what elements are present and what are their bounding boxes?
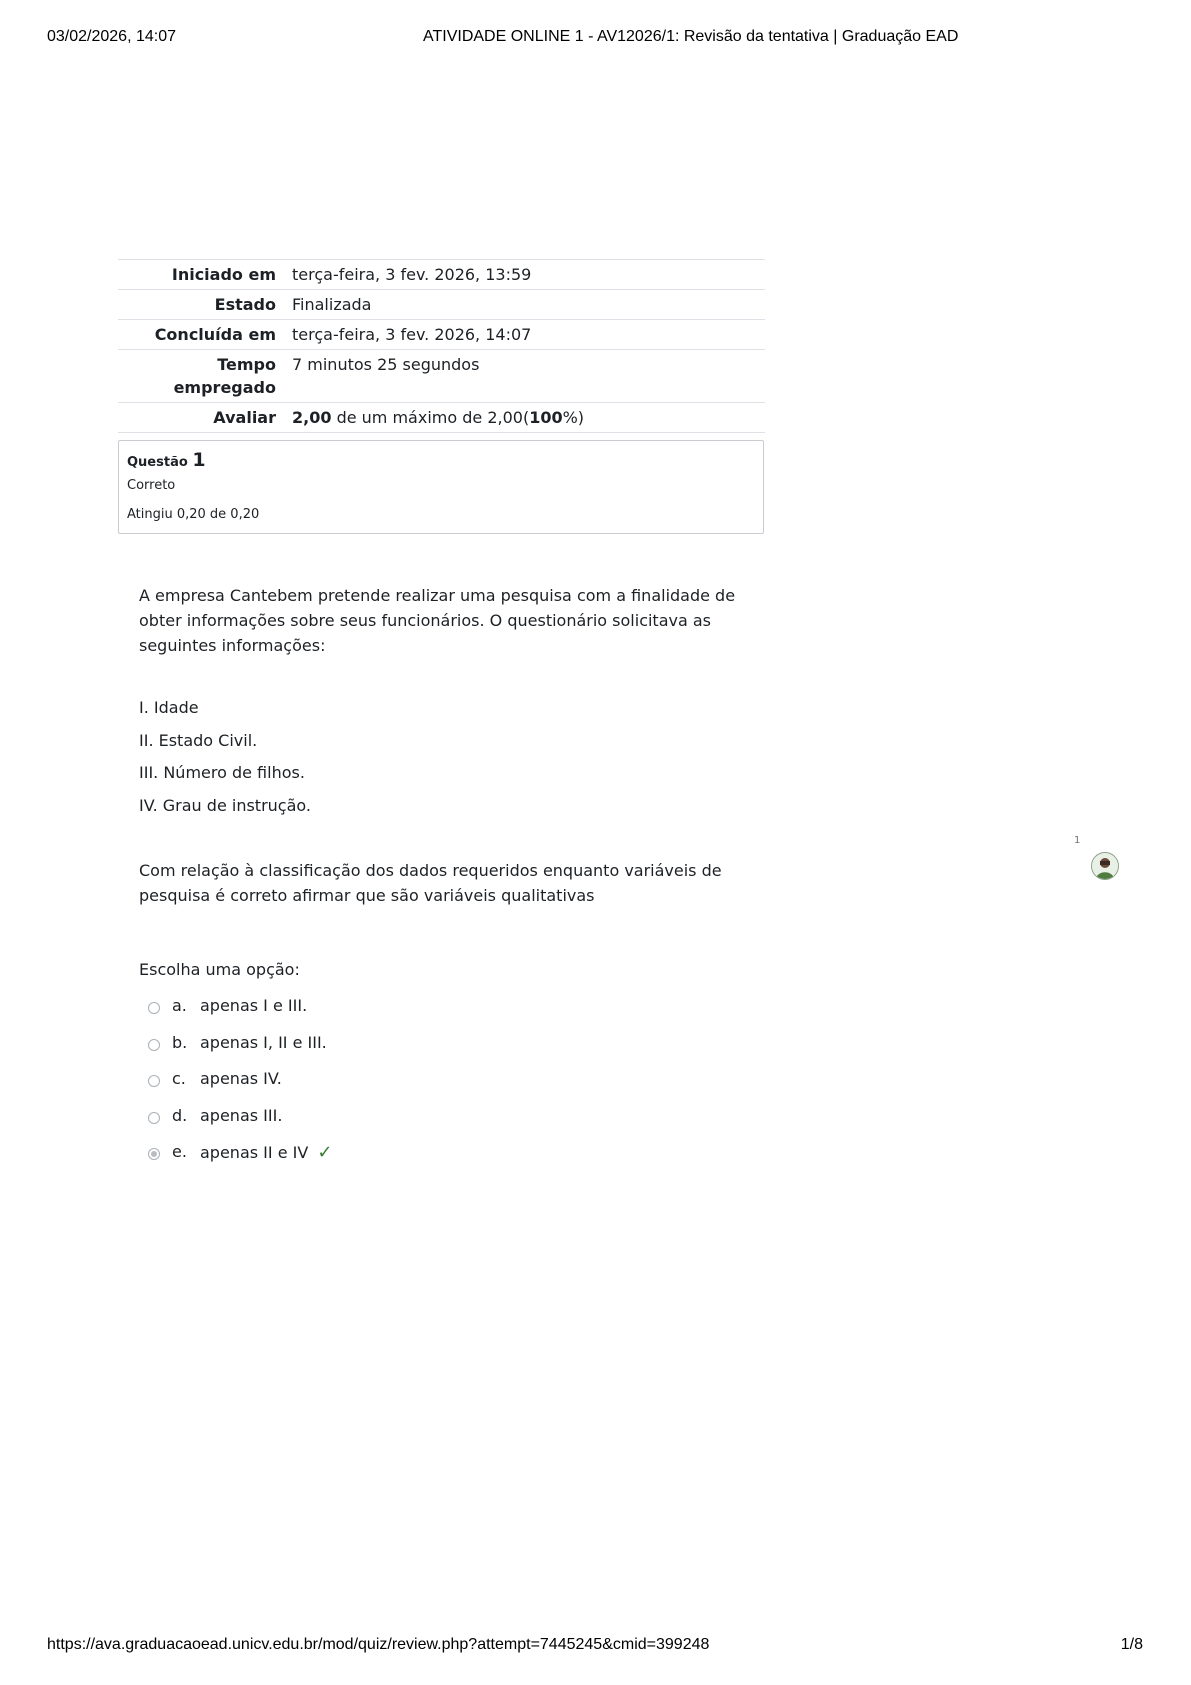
summary-row-completed (118, 320, 765, 350)
answer-prompt: Escolha uma opção: (139, 960, 300, 979)
question-info-box (118, 440, 764, 534)
summary-row-state (118, 290, 765, 320)
print-datetime: 03/02/2026, 14:07 (47, 28, 177, 45)
question-text-paragraph: A empresa Cantebem pretende realizar uma pesquisa com a finalidade de obter informações sobre seus funcionários. O questionário solicitava as seguintes informações: (139, 586, 736, 655)
question-item: III. Número de filhos. (139, 763, 305, 782)
grade-score: 2,00 (292, 408, 332, 427)
question-state: Correto (127, 478, 176, 493)
answer-text: apenas I, II e III. (200, 1032, 327, 1052)
time-label-line2: empregado (173, 378, 276, 397)
print-footer (47, 1636, 1143, 1660)
started-label: Iniciado em (171, 265, 276, 284)
grade-label: Avaliar (213, 408, 276, 427)
print-title: ATIVIDADE ONLINE 1 - AV12026/1: Revisão da tentativa | Graduação EAD (423, 28, 959, 45)
answer-letter: a. (172, 996, 187, 1015)
state-label: Estado (214, 295, 276, 314)
question-item: IV. Grau de instrução. (139, 795, 311, 815)
time-label (118, 350, 292, 403)
answer-letter: d. (172, 1105, 188, 1125)
question-item: I. Idade (139, 698, 199, 717)
grade-max-text: de um máximo de 2,00( (331, 408, 530, 427)
answer-text: apenas II e IV (200, 1143, 309, 1163)
radio-button[interactable] (148, 1112, 160, 1124)
answer-text: apenas IV. (200, 1069, 282, 1089)
radio-button[interactable] (148, 1002, 160, 1014)
question-item: II. Estado Civil. (139, 730, 258, 750)
page-number: 1/8 (1120, 1636, 1143, 1653)
avatar[interactable] (1091, 852, 1119, 880)
radio-button-selected[interactable] (148, 1148, 160, 1160)
radio-button[interactable] (148, 1075, 160, 1087)
grade-percent-suffix: %) (562, 408, 585, 427)
answer-letter: c. (172, 1069, 186, 1089)
question-number-value: 1 (192, 449, 206, 471)
attempt-summary-table (118, 259, 765, 433)
question-number (127, 449, 206, 471)
answer-letter: e. (172, 1142, 187, 1162)
question-items-list (139, 697, 311, 827)
question-mark: Atingiu 0,20 de 0,20 (127, 507, 260, 522)
answer-letter: b. (172, 1032, 188, 1052)
time-value: 7 minutos 25 segundos (292, 355, 480, 374)
avatar-icon (1092, 853, 1118, 879)
page-url: https://ava.graduacaoead.unicv.edu.br/mod/quiz/review.php?attempt=7445245&cmid=399248 (47, 1636, 710, 1653)
answer-text: apenas I e III. (200, 996, 308, 1015)
grade-percent: 100 (529, 408, 563, 427)
summary-row-started (118, 260, 765, 290)
print-header (47, 28, 1147, 52)
completed-value: terça-feira, 3 fev. 2026, 14:07 (292, 325, 532, 344)
state-value: Finalizada (292, 295, 372, 314)
started-value: terça-feira, 3 fev. 2026, 13:59 (292, 265, 532, 284)
question-text (139, 583, 759, 658)
summary-row-time (118, 350, 765, 403)
correct-check-icon: ✓ (317, 1142, 333, 1164)
answer-text-wrap (200, 1142, 332, 1163)
completed-label: Concluída em (154, 325, 276, 344)
question-label: Questão (127, 455, 193, 470)
grade-value (292, 403, 765, 433)
time-label-line1: Tempo (217, 355, 276, 374)
summary-row-grade (118, 403, 765, 433)
question-statement: Com relação à classificação dos dados requeridos enquanto variáveis de pesquisa é correto afirmar que são variáveis qualitativas (139, 861, 722, 905)
answer-text: apenas III. (200, 1105, 283, 1125)
radio-button[interactable] (148, 1039, 160, 1051)
side-badge-count: 1 (1074, 835, 1081, 846)
